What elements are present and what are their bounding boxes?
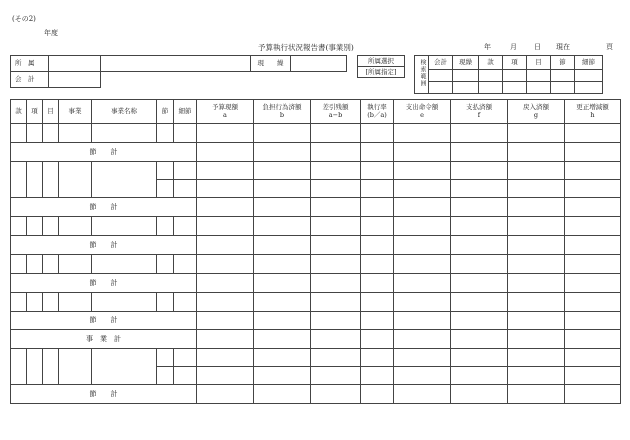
part-label: (その2) <box>12 15 36 23</box>
setsu-cell[interactable] <box>174 217 197 236</box>
key-cell[interactable] <box>43 162 59 198</box>
col-header-kou: 項 <box>27 100 43 124</box>
key-cell[interactable] <box>59 255 92 274</box>
value-cell[interactable] <box>508 349 565 367</box>
table-body <box>11 124 621 404</box>
col-header-setsu: 節 <box>157 100 174 124</box>
col-header-budget: 予算現額 a <box>197 100 254 124</box>
select-dept-button[interactable]: 所属選択 <box>357 55 405 67</box>
value-cell[interactable] <box>565 274 621 293</box>
section-total-label: 節 計 <box>11 198 197 217</box>
value-cell[interactable] <box>197 236 254 255</box>
value-cell[interactable] <box>394 180 451 198</box>
value-cell[interactable] <box>311 236 361 255</box>
value-cell[interactable] <box>361 236 394 255</box>
key-cell[interactable] <box>27 349 43 385</box>
value-cell[interactable] <box>451 293 508 312</box>
value-cell[interactable] <box>451 180 508 198</box>
key-cell[interactable] <box>43 349 59 385</box>
section-total-row <box>11 198 621 217</box>
value-cell[interactable] <box>361 330 394 349</box>
value-cell[interactable] <box>361 124 394 143</box>
value-cell[interactable] <box>197 293 254 312</box>
key-cell[interactable] <box>43 217 59 236</box>
section-total-row <box>11 385 621 404</box>
value-cell[interactable] <box>254 217 311 236</box>
value-cell[interactable] <box>451 367 508 385</box>
header-row <box>11 100 621 124</box>
value-cell[interactable] <box>508 217 565 236</box>
value-cell[interactable] <box>197 330 254 349</box>
dept-code-cell[interactable] <box>49 56 101 72</box>
search-col-moku: 目 <box>527 56 551 70</box>
key-cell[interactable] <box>27 162 43 198</box>
setsu-cell[interactable] <box>157 255 174 274</box>
value-cell[interactable] <box>451 330 508 349</box>
value-cell[interactable] <box>508 312 565 330</box>
value-cell[interactable] <box>361 162 394 180</box>
search-cell[interactable] <box>503 70 527 82</box>
value-cell[interactable] <box>361 180 394 198</box>
search-cell[interactable] <box>453 82 479 94</box>
value-cell[interactable] <box>361 143 394 162</box>
setsu-cell[interactable] <box>174 293 197 312</box>
setsu-cell[interactable] <box>174 349 197 367</box>
value-cell[interactable] <box>394 367 451 385</box>
key-cell[interactable] <box>59 162 92 198</box>
value-cell[interactable] <box>311 385 361 404</box>
value-cell[interactable] <box>565 349 621 367</box>
key-cell[interactable] <box>59 217 92 236</box>
search-col-kou: 項 <box>503 56 527 70</box>
value-cell[interactable] <box>394 198 451 217</box>
section-total-label: 節 計 <box>11 274 197 293</box>
value-cell[interactable] <box>197 143 254 162</box>
value-cell[interactable] <box>451 274 508 293</box>
value-cell[interactable] <box>565 330 621 349</box>
value-cell[interactable] <box>508 162 565 180</box>
value-cell[interactable] <box>451 198 508 217</box>
value-cell[interactable] <box>361 198 394 217</box>
value-cell[interactable] <box>565 217 621 236</box>
setsu-cell[interactable] <box>157 124 174 143</box>
table-row <box>11 255 621 274</box>
section-total-label: 節 計 <box>11 143 197 162</box>
key-cell[interactable] <box>11 255 27 274</box>
section-total-label: 節 計 <box>11 236 197 255</box>
specify-dept-button[interactable]: [所属指定] <box>357 66 405 78</box>
search-cell[interactable] <box>479 82 503 94</box>
value-cell[interactable] <box>197 274 254 293</box>
key-cell[interactable] <box>43 293 59 312</box>
account-label: 会 計 <box>11 72 49 88</box>
value-cell[interactable] <box>565 255 621 274</box>
table-row <box>11 349 621 367</box>
value-cell[interactable] <box>508 330 565 349</box>
account-spacer <box>101 72 347 88</box>
value-cell[interactable] <box>361 255 394 274</box>
setsu-cell[interactable] <box>174 180 197 198</box>
value-cell[interactable] <box>197 217 254 236</box>
search-cell[interactable] <box>479 70 503 82</box>
value-cell[interactable] <box>451 217 508 236</box>
value-cell[interactable] <box>254 274 311 293</box>
key-cell[interactable] <box>59 124 92 143</box>
key-cell[interactable] <box>59 349 92 385</box>
value-cell[interactable] <box>311 143 361 162</box>
project-total-row <box>11 330 621 349</box>
value-cell[interactable] <box>361 274 394 293</box>
value-cell[interactable] <box>451 312 508 330</box>
col-header-balance: 差引残額 a−b <box>311 100 361 124</box>
date-day: 日 <box>534 43 541 51</box>
search-range-label: 検索範囲 <box>415 56 429 94</box>
dept-name-cell[interactable] <box>101 56 251 72</box>
key-cell[interactable] <box>92 293 157 312</box>
table-row <box>11 293 621 312</box>
value-cell[interactable] <box>254 385 311 404</box>
value-cell[interactable] <box>565 124 621 143</box>
setsu-cell[interactable] <box>174 124 197 143</box>
section-total-row <box>11 274 621 293</box>
value-cell[interactable] <box>254 124 311 143</box>
search-col-kan: 款 <box>479 56 503 70</box>
value-cell[interactable] <box>197 180 254 198</box>
table-row <box>11 162 621 180</box>
key-cell[interactable] <box>11 124 27 143</box>
value-cell[interactable] <box>394 217 451 236</box>
setsu-cell[interactable] <box>157 162 174 180</box>
value-cell[interactable] <box>394 274 451 293</box>
value-cell[interactable] <box>311 293 361 312</box>
key-cell[interactable] <box>92 124 157 143</box>
section-total-row <box>11 236 621 255</box>
setsu-cell[interactable] <box>157 180 174 198</box>
search-cell[interactable] <box>503 82 527 94</box>
value-cell[interactable] <box>394 162 451 180</box>
key-cell[interactable] <box>27 293 43 312</box>
search-cell[interactable] <box>575 70 603 82</box>
info-table <box>10 55 347 88</box>
search-cell[interactable] <box>527 82 551 94</box>
value-cell[interactable] <box>311 330 361 349</box>
value-cell[interactable] <box>508 124 565 143</box>
value-cell[interactable] <box>254 198 311 217</box>
value-cell[interactable] <box>254 180 311 198</box>
value-cell[interactable] <box>451 349 508 367</box>
value-cell[interactable] <box>311 124 361 143</box>
value-cell[interactable] <box>254 162 311 180</box>
value-cell[interactable] <box>361 217 394 236</box>
value-cell[interactable] <box>565 198 621 217</box>
search-cell[interactable] <box>453 70 479 82</box>
value-cell[interactable] <box>394 255 451 274</box>
value-cell[interactable] <box>508 236 565 255</box>
fiscal-year-label: 年度 <box>44 29 58 37</box>
as-of-label: 現在 <box>556 43 570 51</box>
value-cell[interactable] <box>565 180 621 198</box>
col-header-refund: 戻入済額 g <box>508 100 565 124</box>
search-cell[interactable] <box>527 70 551 82</box>
value-cell[interactable] <box>311 367 361 385</box>
value-cell[interactable] <box>394 349 451 367</box>
value-cell[interactable] <box>197 162 254 180</box>
value-cell[interactable] <box>394 143 451 162</box>
value-cell[interactable] <box>565 162 621 180</box>
value-cell[interactable] <box>508 180 565 198</box>
value-cell[interactable] <box>451 124 508 143</box>
key-cell[interactable] <box>59 293 92 312</box>
date-year: 年 <box>484 43 491 51</box>
key-cell[interactable] <box>11 162 27 198</box>
col-header-moku: 目 <box>43 100 59 124</box>
value-cell[interactable] <box>254 255 311 274</box>
key-cell[interactable] <box>43 255 59 274</box>
value-cell[interactable] <box>508 143 565 162</box>
col-header-correction: 更正増減額 h <box>565 100 621 124</box>
setsu-cell[interactable] <box>157 217 174 236</box>
value-cell[interactable] <box>394 385 451 404</box>
value-cell[interactable] <box>451 255 508 274</box>
section-total-row <box>11 312 621 330</box>
value-cell[interactable] <box>565 385 621 404</box>
col-header-project: 事業 <box>59 100 92 124</box>
value-cell[interactable] <box>197 367 254 385</box>
value-cell[interactable] <box>254 312 311 330</box>
value-cell[interactable] <box>311 349 361 367</box>
col-header-rate: 執行率 (b／a) <box>361 100 394 124</box>
value-cell[interactable] <box>451 162 508 180</box>
page-title: 予算執行状況報告書(事業別) <box>258 43 354 52</box>
setsu-cell[interactable] <box>157 293 174 312</box>
value-cell[interactable] <box>565 293 621 312</box>
col-header-saisetsu: 細節 <box>174 100 197 124</box>
value-cell[interactable] <box>254 293 311 312</box>
value-cell[interactable] <box>565 312 621 330</box>
key-cell[interactable] <box>92 349 157 385</box>
setsu-cell[interactable] <box>157 367 174 385</box>
key-cell[interactable] <box>11 293 27 312</box>
value-cell[interactable] <box>565 367 621 385</box>
value-cell[interactable] <box>254 330 311 349</box>
setsu-cell[interactable] <box>174 162 197 180</box>
value-cell[interactable] <box>197 349 254 367</box>
value-cell[interactable] <box>311 274 361 293</box>
date-month: 月 <box>510 43 517 51</box>
value-cell[interactable] <box>394 330 451 349</box>
value-cell[interactable] <box>254 236 311 255</box>
value-cell[interactable] <box>451 236 508 255</box>
value-cell[interactable] <box>394 236 451 255</box>
col-header-commitment: 負担行為済額 b <box>254 100 311 124</box>
value-cell[interactable] <box>451 143 508 162</box>
value-cell[interactable] <box>394 293 451 312</box>
search-col-setsu: 節 <box>551 56 575 70</box>
col-header-kan: 款 <box>11 100 27 124</box>
key-cell[interactable] <box>92 217 157 236</box>
col-header-payment-order: 支出命令額 e <box>394 100 451 124</box>
search-cell[interactable] <box>575 82 603 94</box>
col-header-paid: 支払済額 f <box>451 100 508 124</box>
main-table <box>10 99 621 404</box>
value-cell[interactable] <box>361 385 394 404</box>
value-cell[interactable] <box>508 198 565 217</box>
key-cell[interactable] <box>27 255 43 274</box>
key-cell[interactable] <box>27 217 43 236</box>
value-cell[interactable] <box>394 312 451 330</box>
setsu-cell[interactable] <box>157 349 174 367</box>
value-cell[interactable] <box>508 385 565 404</box>
section-total-row <box>11 143 621 162</box>
value-cell[interactable] <box>361 349 394 367</box>
key-cell[interactable] <box>92 255 157 274</box>
value-cell[interactable] <box>565 143 621 162</box>
value-cell[interactable] <box>361 312 394 330</box>
value-cell[interactable] <box>197 255 254 274</box>
value-cell[interactable] <box>394 124 451 143</box>
value-cell[interactable] <box>508 255 565 274</box>
search-cell[interactable] <box>551 82 575 94</box>
search-cell[interactable] <box>429 82 453 94</box>
search-col-account: 会計 <box>429 56 453 70</box>
dept-label: 所 属 <box>11 56 49 72</box>
value-cell[interactable] <box>565 236 621 255</box>
value-cell[interactable] <box>197 198 254 217</box>
search-range-table <box>414 55 603 94</box>
key-cell[interactable] <box>92 162 157 198</box>
value-cell[interactable] <box>254 367 311 385</box>
key-cell[interactable] <box>43 124 59 143</box>
table-row <box>11 217 621 236</box>
section-total-label: 節 計 <box>11 385 197 404</box>
value-cell[interactable] <box>508 293 565 312</box>
table-row <box>11 124 621 143</box>
search-cell[interactable] <box>429 70 453 82</box>
search-col-current: 現繰 <box>453 56 479 70</box>
search-col-saisetsu: 細節 <box>575 56 603 70</box>
project-total-label: 事 業 計 <box>11 330 197 349</box>
value-cell[interactable] <box>451 385 508 404</box>
value-cell[interactable] <box>254 143 311 162</box>
col-header-project-name: 事業名称 <box>92 100 157 124</box>
value-cell[interactable] <box>361 293 394 312</box>
current-cell[interactable] <box>291 56 347 72</box>
value-cell[interactable] <box>197 385 254 404</box>
key-cell[interactable] <box>11 217 27 236</box>
setsu-cell[interactable] <box>174 367 197 385</box>
value-cell[interactable] <box>197 312 254 330</box>
search-cell[interactable] <box>551 70 575 82</box>
value-cell[interactable] <box>311 255 361 274</box>
value-cell[interactable] <box>197 124 254 143</box>
value-cell[interactable] <box>361 367 394 385</box>
key-cell[interactable] <box>27 124 43 143</box>
key-cell[interactable] <box>11 349 27 385</box>
value-cell[interactable] <box>311 180 361 198</box>
setsu-cell[interactable] <box>174 255 197 274</box>
page-label: 頁 <box>606 43 613 51</box>
value-cell[interactable] <box>311 217 361 236</box>
value-cell[interactable] <box>508 274 565 293</box>
value-cell[interactable] <box>311 312 361 330</box>
value-cell[interactable] <box>311 198 361 217</box>
section-total-label: 節 計 <box>11 312 197 330</box>
current-label: 現 繰 <box>251 56 291 72</box>
account-code-cell[interactable] <box>49 72 101 88</box>
value-cell[interactable] <box>508 367 565 385</box>
value-cell[interactable] <box>254 349 311 367</box>
value-cell[interactable] <box>311 162 361 180</box>
